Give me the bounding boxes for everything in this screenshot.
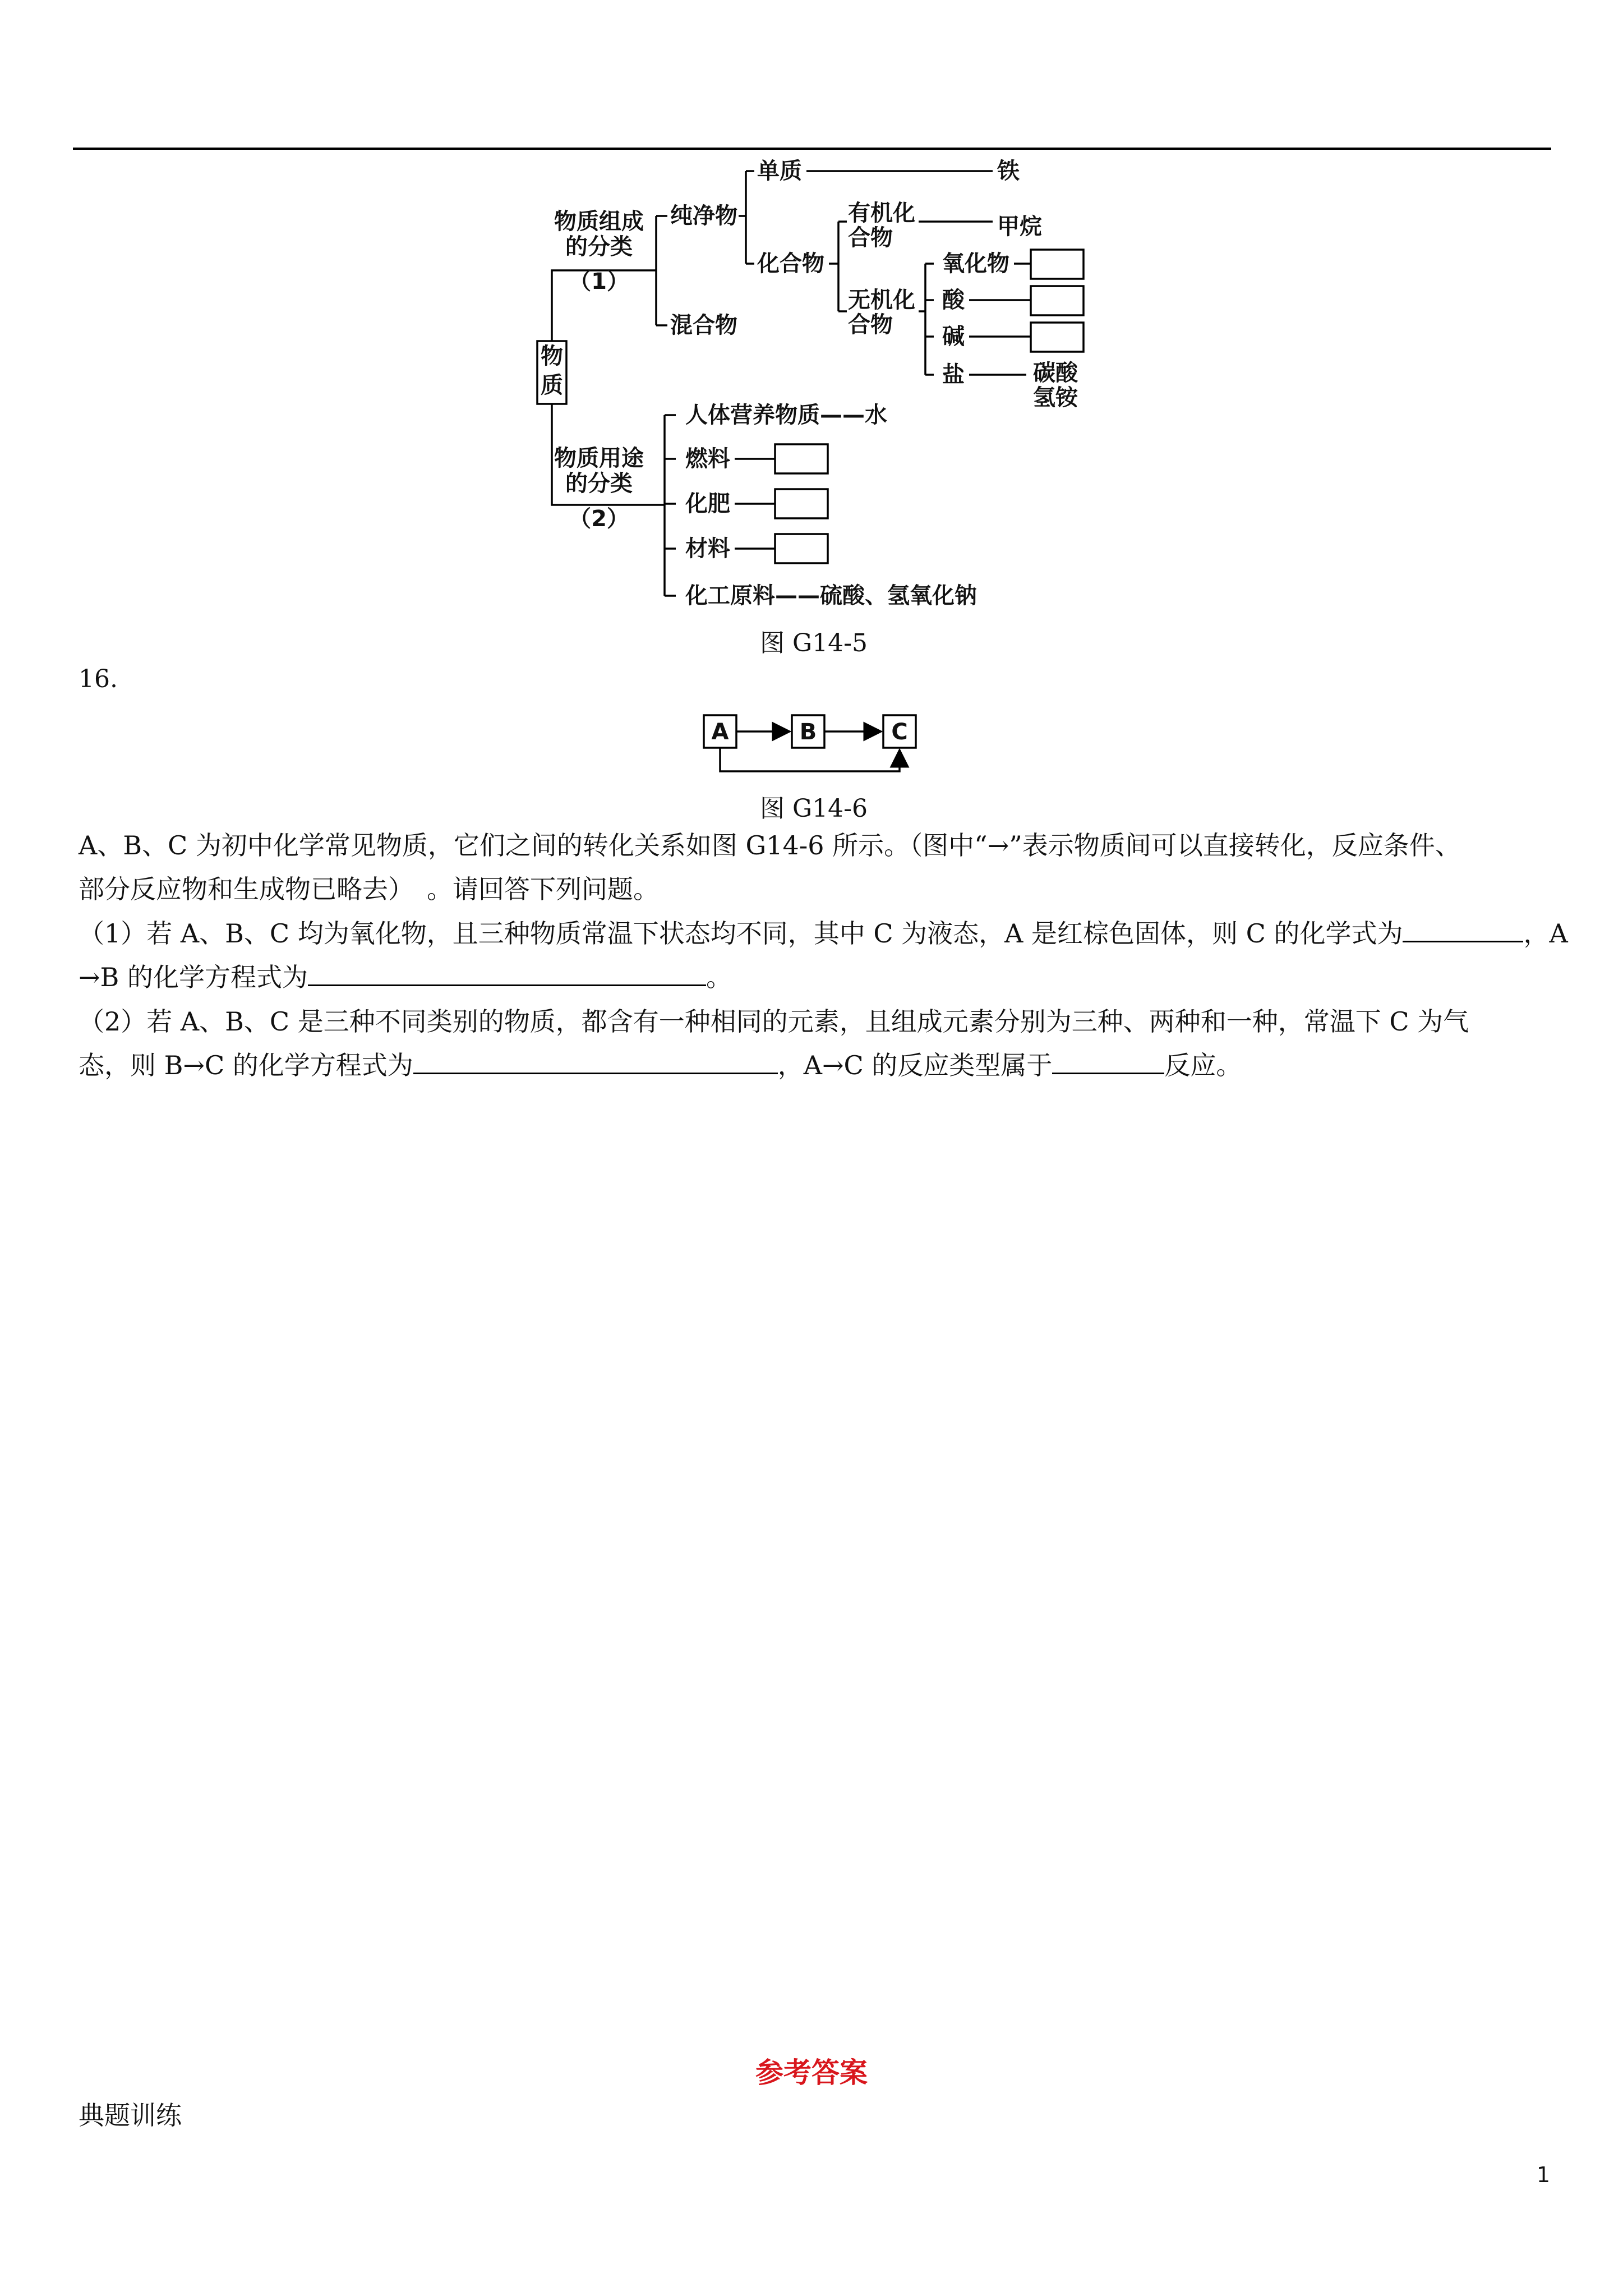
part-2-text-a: （2）若 A、B、C 是三种不同类别的物质，都含有一种相同的元素，且组成元素分别为三种、两种和一种，常温下 C 为气 [79,1006,1469,1037]
composition-label-2: 的分类 [565,234,633,260]
salt-label: 盐 [942,362,965,388]
compound-label: 化合物 [757,251,824,277]
question-number: 16. [79,665,118,693]
question-part-2 [79,1000,1570,1087]
node-a-label: A [711,719,729,745]
organic-label-2: 合物 [848,225,893,251]
answer-blank-a-to-b-equation[interactable] [308,959,706,986]
element-label: 单质 [757,158,802,184]
question-part-1 [79,912,1570,999]
pure-label: 纯净物 [670,203,737,229]
answer-section-title: 参考答案 [755,2056,868,2089]
element-example: 铁 [997,158,1020,184]
part-2-text-d: 反应。 [1164,1050,1242,1080]
section-label: 典题训练 [79,2100,182,2131]
mixture-label: 混合物 [670,312,737,338]
composition-number: （1） [569,269,629,295]
base-label: 碱 [942,324,965,349]
inorganic-label-1: 无机化 [848,287,915,313]
stem-line-2: 部分反应物和生成物已略去） 。请回答下列问题。 [79,874,659,904]
answer-blank-c-formula[interactable] [1403,915,1523,942]
acid-label: 酸 [942,287,965,313]
salt-example-1: 碳酸 [1033,360,1078,386]
usage-label-1: 物质用途 [554,445,644,471]
material-label: 材料 [685,536,730,562]
node-b-label: B [799,719,817,745]
root-label-bottom: 质 [541,372,563,398]
nutrient-label: 人体营养物质——水 [685,402,887,428]
inorganic-label-2: 合物 [848,312,893,338]
part-1-text-d: 。 [706,962,732,992]
part-2-text-c: ，A→C 的反应类型属于 [777,1050,1053,1080]
fertilizer-label: 化肥 [685,491,730,517]
composition-label-1: 物质组成 [554,209,644,234]
part-2-text-b: 态，则 B→C 的化学方程式为 [79,1050,413,1080]
answer-blank-b-to-c-equation[interactable] [413,1047,778,1074]
figure-caption-g14-6: 图 G14-6 [760,794,868,823]
stem-line-1: A、B、C 为初中化学常见物质，它们之间的转化关系如图 G14-6 所示。（图中“→”表示物质间可以直接转化，反应条件、 [79,830,1461,861]
salt-example-2: 氢铵 [1033,385,1078,411]
usage-number: （2） [569,506,629,532]
node-c-label: C [891,719,908,745]
answer-blank-reaction-type[interactable] [1052,1047,1164,1074]
arrow-a-to-c [720,748,900,771]
figure-caption-g14-5: 图 G14-5 [760,629,868,657]
fuel-label: 燃料 [685,446,730,472]
part-1-text-c: →B 的化学方程式为 [79,962,308,992]
conversion-diagram [0,0,1623,785]
part-1-text-b: ，A [1523,918,1568,949]
part-1-text-a: （1）若 A、B、C 均为氧化物，且三种物质常温下状态均不同，其中 C 为液态，A 是红棕色固体，则 C 的化学式为 [79,918,1403,949]
page-number: 1 [1536,2162,1550,2187]
oxide-label: 氧化物 [942,251,1009,277]
organic-example: 甲烷 [997,214,1042,240]
organic-label-1: 有机化 [848,200,915,226]
root-label-top: 物 [541,343,563,369]
question-stem [79,823,1570,911]
chemical-raw-label: 化工原料——硫酸、氢氧化钠 [685,583,977,609]
usage-label-2: 的分类 [565,471,633,496]
